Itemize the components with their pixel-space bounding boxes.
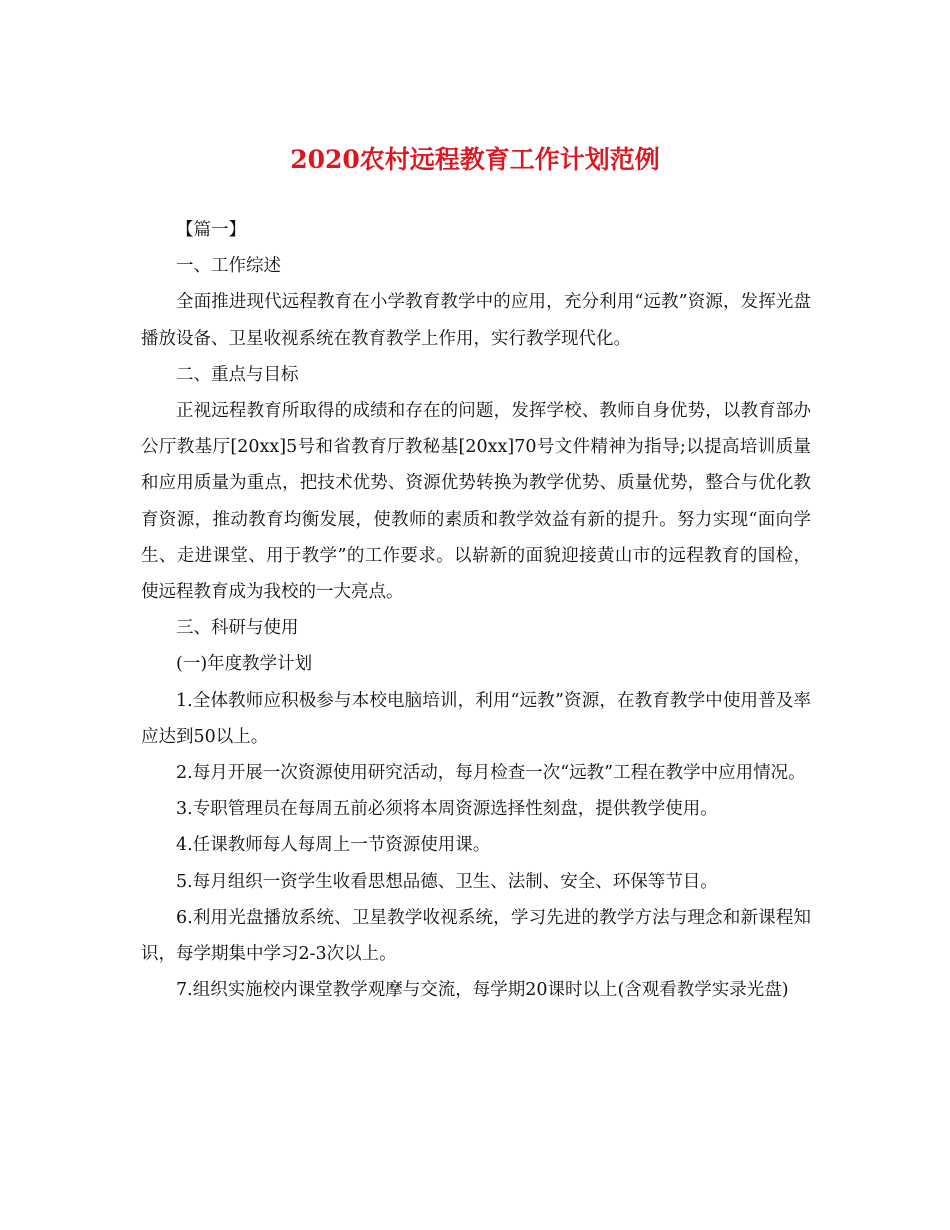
section-heading-goals: 二、重点与目标 <box>176 364 299 385</box>
section-heading-overview: 一、工作综述 <box>176 256 281 277</box>
list-item: 7.组织实施校内课堂教学观摩与交流，每学期20课时以上(含观看教学实录光盘) <box>176 980 789 1001</box>
list-item: 3.专职管理员在每周五前必须将本周资源选择性刻盘，提供教学使用。 <box>176 799 718 820</box>
paragraph-overview: 全面推进现代远程教育在小学教育教学中的应用，充分利用“远教”资源，发挥光盘播放设备、卫星收视系统在教育教学上作用，实行教学现代化。 <box>141 292 811 349</box>
document-title: 2020农村远程教育工作计划范例 <box>290 145 660 174</box>
list-item: 1.全体教师应积极参与本校电脑培训，利用“远教”资源，在教育教学中使用普及率应达到50以上。 <box>141 690 811 747</box>
list-item: 2.每月开展一次资源使用研究活动，每月检查一次“远教”工程在教学中应用情况。 <box>176 763 806 784</box>
list-item: 5.每月组织一资学生收看思想品德、卫生、法制、安全、环保等节目。 <box>176 871 718 892</box>
subsection-heading-annual-plan: (一)年度教学计划 <box>176 654 313 675</box>
list-item: 4.任课教师每人每周上一节资源使用课。 <box>176 835 491 856</box>
paragraph-goals: 正视远程教育所取得的成绩和存在的问题，发挥学校、教师自身优势，以教育部办公厅教基厅[20xx]5号和省教育厅教秘基[20xx]70号文件精神为指导;以提高培训质量和应用质量为重点，把技术优势、资源优势转换为教学优势、质量优势，整合与优化教育资源，推动教育均衡发展，使教师的素质和教学效益有新的提升。努力实现“面向学生、走进课堂、用于教学”的工作要求。以崭新的面貌迎接黄山市的远程教育的国检，使远程教育成为我校的一大亮点。 <box>141 401 811 603</box>
list-item: 6.利用光盘播放系统、卫星教学收视系统，学习先进的教学方法与理念和新课程知识，每学期集中学习2-3次以上。 <box>141 907 811 965</box>
section-heading-research: 三、科研与使用 <box>176 618 299 639</box>
section-marker: 【篇一】 <box>176 220 246 240</box>
document-body <box>141 212 811 1008</box>
